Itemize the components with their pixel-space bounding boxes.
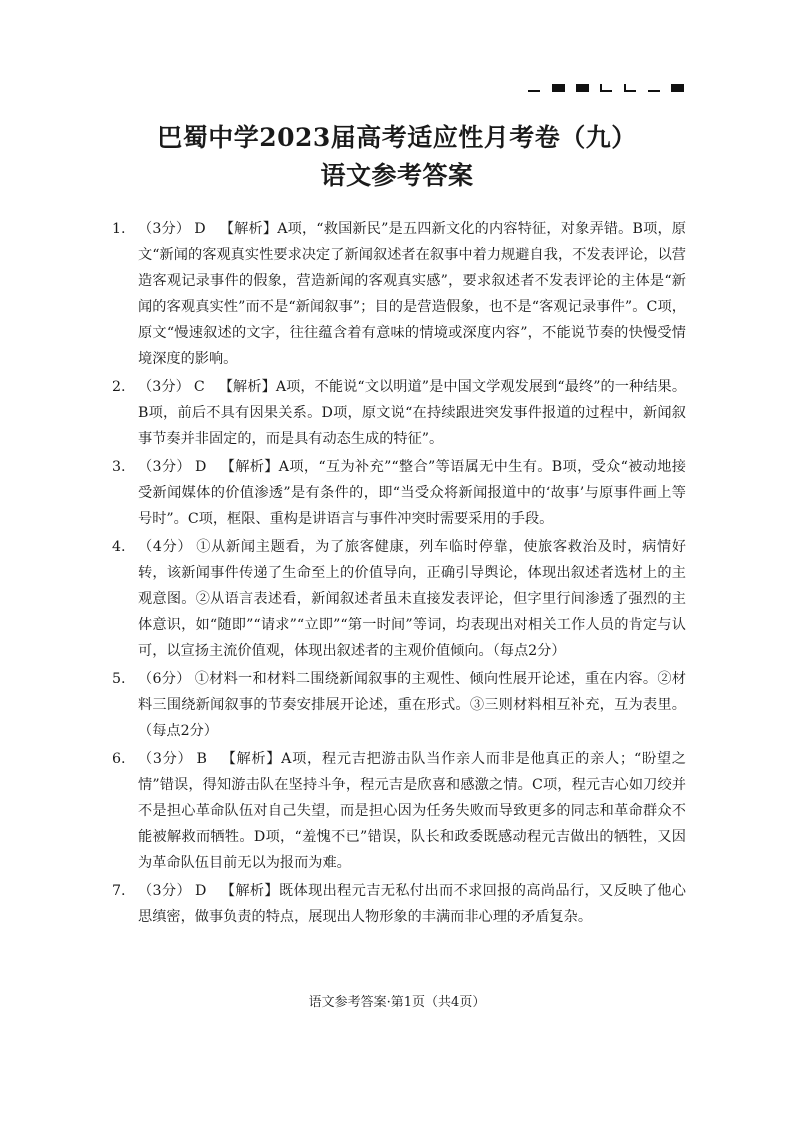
page-title: 巴蜀中学2023届高考适应性月考卷（九） [157,123,637,152]
item-option: C [193,379,205,395]
item-text: 【解析】A项，不能说“文以明道”是中国文学观发展到“最终”的一种结果。B项，前后不具有因果关系。D项，原文说“在持续跟进突发事件报道的过程中，新闻叙事节奏并非固定的，而是具有动态生成的特征”。 [138,379,687,447]
item-text: ①从新闻主题看，为了旅客健康，列车临时停靠，使旅客救治及时，病情好转，该新闻事件传递了生命至上的价值导向，正确引导舆论，体现出叙述者选材上的主观意图。②从语言表述看，新闻叙述者虽未直接发表评论，但字里行间渗透了强烈的主体意识，如“随即”“请求”“立即”“第一时间”等词，均表现出对相关工作人员的肯定与认可，以宣扬主流价值观，体现出叙述者的主观价值倾向。（每点2分） [138,539,686,659]
item-score: （3分） [138,221,191,237]
item-option: D [194,459,207,475]
item-score: （3分） [138,379,190,395]
item-number: 3. [112,459,126,475]
item-number: 7. [112,883,126,899]
item-text: 【解析】A项，“互为补充”“整合”等语属无中生有。B项，受众“被动地接受新闻媒体的价值渗透”是有条件的，即“当受众将新闻报道中的‘故事’与原事件画上等号时”。C项，框限、重构是讲语言与事件冲突时需要采用的手段。 [138,459,686,527]
answer-list [112,216,686,932]
item-option: B [196,751,207,767]
item-score: （3分） [138,883,192,899]
item-text: 【解析】既体现出程元吉无私付出而不求回报的高尚品行，又反映了他心思缜密，做事负责的特点，展现出人物形象的丰满而非心理的矛盾复杂。 [138,883,686,925]
answer-item [112,534,686,664]
item-score: （6分） [138,671,191,687]
item-text: 【解析】A项，“救国新民”是五四新文化的内容特征，对象弄错。B项，原文“新闻的客观真实性要求决定了新闻叙述者在叙事中着力规避自我，不发表评论，以营造客观记录事件的假象，营造新闻的客观真实感”，要求叙述者不发表评论的主体是“新闻的客观真实性”而不是“新闻叙事”；目的是营造假象，也不是“客观记录事件”。C项，原文“慢速叙述的文字，往往蕴含着有意味的情境或深度内容”，不能说节奏的快慢受情境深度的影响。 [138,221,686,367]
answer-item [112,216,686,372]
item-option: D [195,883,207,899]
answer-item [112,454,686,532]
item-option: D [194,221,206,237]
answer-item [112,878,686,930]
answer-item [112,666,686,744]
item-number: 5. [112,671,126,687]
answer-item [112,374,686,452]
item-number: 1. [112,221,126,237]
item-number: 4. [112,539,126,555]
item-text: ①材料一和材料二围绕新闻叙事的主观性、倾向性展开论述，重在内容。②材料三围绕新闻叙事的节奏安排展开论述，重在形式。③三则材料相互补充，互为表里。（每点2分） [138,671,686,739]
item-score: （3分） [138,459,191,475]
item-number: 2. [112,379,126,395]
item-text: 【解析】A项，程元吉把游击队当作亲人而非是他真正的亲人；“盼望之情”错误，得知游击队在坚持斗争，程元吉是欣喜和感激之情。C项，程元吉心如刀绞并不是担心革命队伍对自己失望，而是担心因为任务失败而导致更多的同志和革命群众不能被解救而牺牲。D项，“羞愧不已”错误，队长和政委既感动程元吉做出的牺牲，又因为革命队伍目前无以为报而为难。 [138,751,686,871]
item-score: （4分） [138,539,193,555]
page-footer: 语文参考答案·第1页（共4页） [308,995,486,1010]
page-subtitle: 语文参考答案 [320,161,474,190]
barcode-mark [528,80,684,92]
item-number: 6. [112,751,126,767]
item-score: （3分） [138,751,193,767]
answer-item [112,746,686,876]
